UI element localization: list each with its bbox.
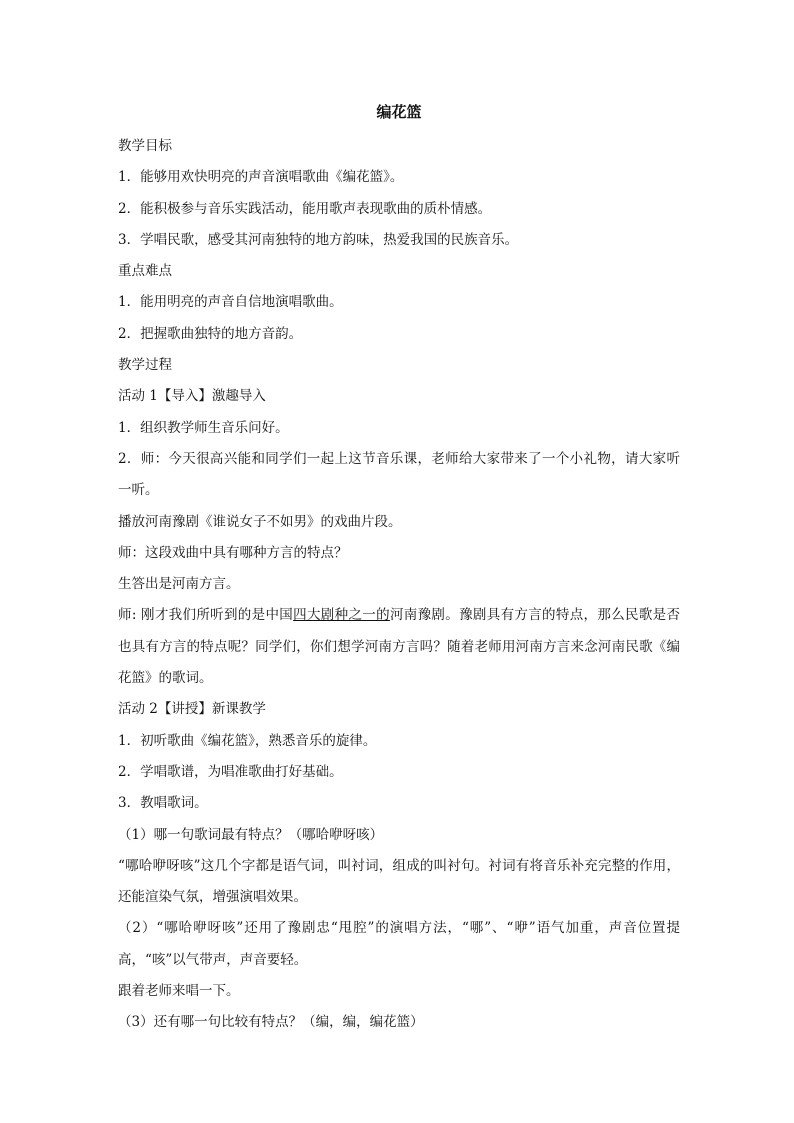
process-substep: （1）哪一句歌词最有特点？（哪哈咿呀咳） [118,826,384,843]
process-substep: （3）还有哪一句比较有特点？（编，编，编花篮） [118,1014,424,1031]
process-step: 1．组织教学师生音乐问好。 [118,419,289,436]
paragraph-text: 师: 刚才我们所听到的是中国 [118,607,294,624]
process-step: 师：这段戏曲中具有哪种方言的特点？ [118,544,348,561]
objective-item: 3．学唱民歌，感受其河南独特的地方韵味，热爱我国的民族音乐。 [118,231,519,248]
teacher-intro-paragraph: 2．师：今天很高兴能和同学们一起上这节音乐课，老师给大家带来了一个小礼物，请大家听一听。 [118,450,680,499]
objective-item: 1．能够用欢快明亮的声音演唱歌曲《编花篮》。 [118,169,404,186]
process-step: 3．教唱歌词。 [118,795,208,812]
process-step: 跟着老师来唱一下。 [118,983,240,1000]
key-point-item: 1．能用明亮的声音自信地演唱歌曲。 [118,294,343,311]
section-heading-process: 教学过程 [118,357,172,374]
activity-heading: 活动 1【导入】激趣导入 [118,388,266,405]
section-heading-key-points: 重点难点 [118,263,172,280]
process-step: 生答出是河南方言。 [118,576,240,593]
process-step: 2．学唱歌谱，为唱准歌曲打好基础。 [118,763,343,780]
document-title: 编花篮 [376,103,422,121]
process-step: 1．初听歌曲《编花篮》，熟悉音乐的旋律。 [118,732,377,749]
activity-heading: 活动 2【讲授】新课教学 [118,701,266,718]
chenci-paragraph: “哪哈咿呀咳”这几个字都是语气词，叫衬词，组成的叫衬句。衬词有将音乐补充完整的作用，还能渲染气氛，增强演唱效果。 [118,857,680,906]
shuaiqiang-paragraph: （2）“哪哈咿呀咳”还用了豫剧忠“甩腔”的演唱方法，“哪”、“咿”语气加重，声音位置提高，“咳”以气带声，声音要轻。 [118,920,680,968]
paragraph-text: 河南豫剧。豫剧具有方言的特点，那么民歌是否也具有方言的特点呢？同学们，你们想学河南方言吗？随着老师用河南方言来念河南民歌《编花篮》的歌词。 [118,607,681,687]
underlined-text: 四大剧种之一的 [293,607,390,624]
process-step: 播放河南豫剧《谁说女子不如男》的戏曲片段。 [118,513,402,530]
henan-opera-paragraph [118,600,680,694]
document-body [118,100,680,1039]
section-heading-objectives: 教学目标 [118,138,172,154]
key-point-item: 2．把握歌曲独特的地方音韵。 [118,325,303,342]
objective-item: 2．能积极参与音乐实践活动，能用歌声表现歌曲的质朴情感。 [118,200,492,217]
